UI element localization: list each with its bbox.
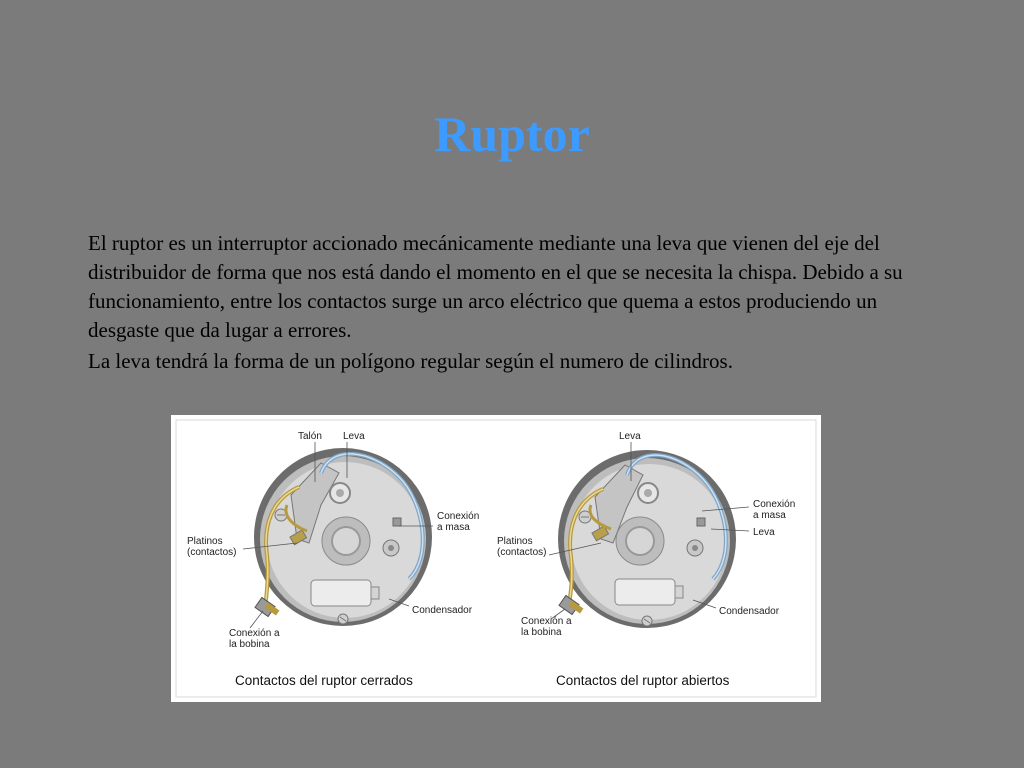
label-platinos: Platinos: [497, 536, 533, 547]
label-conexion-bobina-2: la bobina: [521, 627, 562, 638]
label-talon: Talón: [298, 431, 322, 442]
label-leva: Leva: [343, 431, 365, 442]
caption-open: Contactos del ruptor abiertos: [556, 673, 730, 688]
condenser: [311, 580, 371, 606]
paragraph-description: El ruptor es un interruptor accionado mecánicamente mediante una leva que vienen del eje del distribuidor de forma que nos está dando el momento en el que se necesita la chispa. Debido a su funcionamiento, entre los contactos surge un arco eléctrico que quema a estos produciendo un desgaste que da lugar a errores.: [88, 231, 903, 342]
label-leva-side: Leva: [753, 527, 775, 538]
label-conexion-masa-2: a masa: [437, 522, 470, 533]
paragraph-cam-shape: La leva tendrá la forma de un polígono regular según el numero de cilindros.: [88, 349, 733, 373]
label-conexion-masa: Conexión: [753, 499, 796, 510]
label-condensador: Condensador: [719, 606, 780, 617]
label-condensador: Condensador: [412, 605, 473, 616]
condenser: [615, 579, 675, 605]
breaker-diagram-svg: [171, 415, 821, 702]
label-platinos-2: (contactos): [497, 547, 547, 558]
label-conexion-masa-2: a masa: [753, 510, 786, 521]
label-platinos: Platinos: [187, 536, 223, 547]
label-conexion-bobina: Conexión a: [521, 616, 572, 627]
label-conexion-bobina: Conexión a: [229, 628, 280, 639]
label-platinos-2: (contactos): [187, 547, 237, 558]
distributor-open: [558, 450, 736, 628]
label-conexion-bobina-2: la bobina: [229, 639, 270, 650]
distributor-closed: [254, 448, 432, 626]
slide-title: Ruptor: [434, 106, 590, 162]
label-conexion-masa: Conexión: [437, 511, 480, 522]
caption-closed: Contactos del ruptor cerrados: [235, 673, 413, 688]
label-leva: Leva: [619, 431, 641, 442]
slide-body: [88, 229, 938, 376]
breaker-diagram-image: [171, 415, 821, 702]
